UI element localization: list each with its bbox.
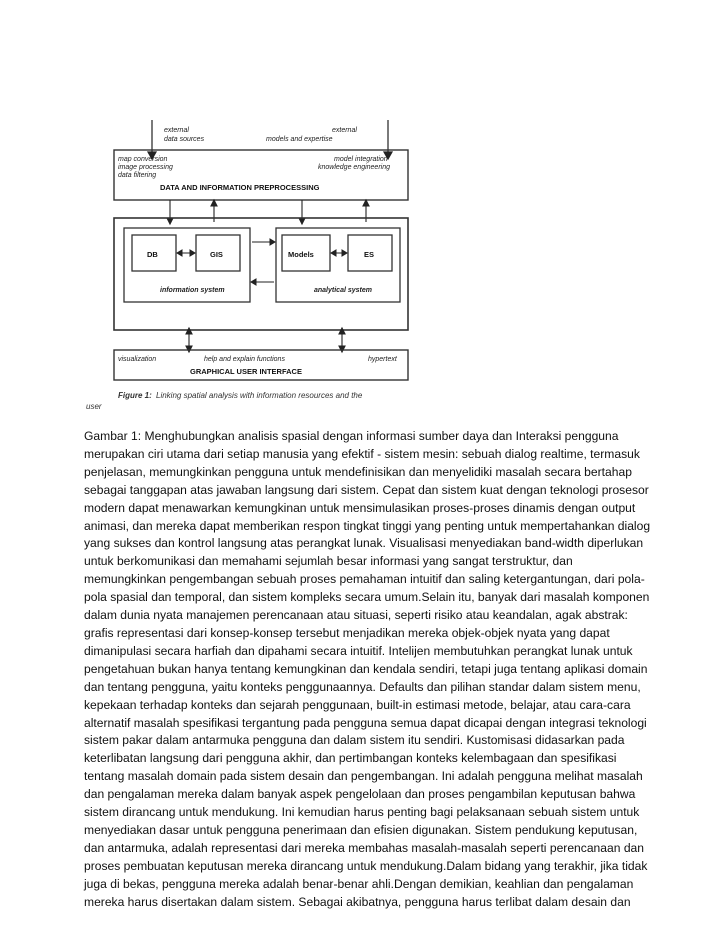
db-gis-arrow [177, 250, 195, 256]
paragraph-line: sebagai tanggapan atas jawaban langsung dari sistem. Cepat dan sistem kuat dengan teknologi prosesor [84, 482, 649, 497]
paragraph-line: alternatif masalah spesifikasi tergantung pada pengguna semua dapat dicapai dengan integrasi teknologi [84, 715, 647, 730]
external-models-label-2: models and expertise [266, 136, 333, 143]
paragraph-line: dan antarmuka, adalah representasi dari mereka membahas masalah-masalah seperti perencanaan dan [84, 840, 644, 855]
analytical-system-label: analytical system [314, 287, 372, 294]
gui-arrows [186, 328, 345, 352]
paragraph-line: yang sukses dan kontrol langsung atas perangkat lunak. Visualisasi menyediakan band-width diperlukan [84, 536, 644, 551]
paragraph-line: kepekaan terhadap konteks dan sejarah penggunaan, built-in estimasi metode, belajar, atau cara-cara [84, 697, 631, 712]
paragraph-line: animasi, dan mereka dapat memberikan respon tingkat tinggi yang penting untuk mempertahankan dialog [84, 518, 651, 533]
gis-label: GIS [210, 250, 223, 259]
es-label: ES [364, 250, 375, 259]
paragraph-line: dalam dunia nyata manajemen perencanaan atau situasi, seperti risiko atau keandalan, agak abstrak: [84, 608, 628, 623]
data-filtering-label: data filtering [118, 172, 157, 179]
model-integration-label: model integration [334, 156, 388, 163]
paragraph-line: tentang masalah domain pada sistem desain dan pengembangan. Ini adalah pengguna melihat masalah [84, 769, 643, 784]
paragraph-line: sistem dirancang untuk mendukung. Ini kemudian harus penting bagi pelaksanaan sebuah sistem untuk [84, 805, 640, 820]
paragraph-line: pola spasial dan temporal, dan sistem kompleks secara umum.Selain itu, banyak dari masalah komponen [84, 590, 650, 605]
paragraph-line: dan pengalaman mereka dalam banyak aspek pengelolaan dan proses pengambilan keputusan bahwa [84, 787, 636, 802]
paragraph-line: sistem pakar dalam antarmuka pengguna dan dalam sistem itu sendiri. Kustomisasi didasarkan pada [84, 733, 625, 748]
db-label: DB [147, 250, 158, 259]
external-data-label-2: data sources [164, 136, 205, 143]
external-models-label-1: external [332, 127, 357, 134]
paragraph-line: memungkinkan pengembangan sebuah proses pemahaman intuitif dan saling ketergantungan, dari pola- [84, 572, 645, 587]
paragraph-line: merupakan ciri utama dari setiap manusia yang efektif - sistem mesin: sebuah dialog realtime, termasuk [84, 446, 640, 461]
paragraph-line: grafis representasi dari konsep-konsep tersebut menjadikan mereka objek-objek nyata yang dapat [84, 625, 610, 640]
system-link-arrows [251, 239, 275, 285]
paragraph-line: pengetahuan bukan hanya tentang kemungkinan dan kendala sendiri, tetapi juga tentang aplikasi domain [84, 661, 648, 676]
figure-caption-label: Figure 1: [118, 391, 152, 400]
paragraph-line: penjelasan, memungkinkan pengguna untuk mendefinisikan dan menyelidiki masalah secara bertahap [84, 464, 632, 479]
map-conversion-label: map conversion [118, 156, 168, 163]
external-data-label-1: external [164, 127, 189, 134]
paragraph-line: modern dapat menawarkan kemungkinan untuk mensimulasikan proses-proses dinamis dengan output [84, 500, 636, 515]
help-functions-label: help and explain functions [204, 356, 285, 363]
paragraph-line: proses pembuatan keputusan mereka dirancang untuk mendukung.Dalam bidang yang terakhir, jika tidak [84, 858, 648, 873]
gui-title: GRAPHICAL USER INTERFACE [190, 367, 302, 376]
figure-caption-continued: user [86, 402, 102, 410]
models-label: Models [288, 250, 314, 259]
preprocessing-arrows [167, 200, 369, 224]
paragraph-line: menyediakan dasar untuk pengguna penerimaan dan efisien digunakan. Sistem pendukung keputusan, [84, 822, 638, 837]
image-processing-label: image processing [118, 164, 173, 171]
knowledge-engineering-label: knowledge engineering [318, 164, 390, 171]
paragraph-line: untuk berkomunikasi dan memahami sejumlah besar informasi yang sangat terstruktur, dan [84, 554, 573, 569]
paragraph-line: Gambar 1: Menghubungkan analisis spasial dengan informasi sumber daya dan Interaksi pengguna [84, 429, 619, 443]
paragraph-line: mereka harus disertakan dalam sistem. Sebagai akibatnya, pengguna harus terlibat dalam desain dan [84, 894, 631, 909]
body-paragraph [84, 428, 654, 911]
information-system-label: information system [160, 287, 225, 294]
preprocessing-title: DATA AND INFORMATION PREPROCESSING [160, 183, 320, 192]
visualization-label: visualization [118, 356, 157, 363]
paragraph-line: juga di bekas, pengguna mereka adalah benar-benar ahli.Dengan demikian, keahlian dan pengalaman [84, 876, 634, 891]
paragraph-line: dan tentang pengguna, yaitu konteks penggunaannya. Defaults dan pilihan standar dalam sistem menu, [84, 679, 641, 694]
models-es-arrow [331, 250, 347, 256]
paragraph-line: dimanipulasi secara harfiah dan dipahami secara intuitif. Intelijen membutuhkan perangkat lunak untuk [84, 643, 633, 658]
paragraph-line: keterlibatan langsung dari pengguna akhir, dan pertimbangan konteks kelembagaan dan spesifikasi [84, 751, 617, 766]
figure-caption-text: Linking spatial analysis with information resources and the [156, 391, 363, 400]
hypertext-label: hypertext [368, 356, 397, 363]
system-architecture-figure [80, 110, 440, 410]
